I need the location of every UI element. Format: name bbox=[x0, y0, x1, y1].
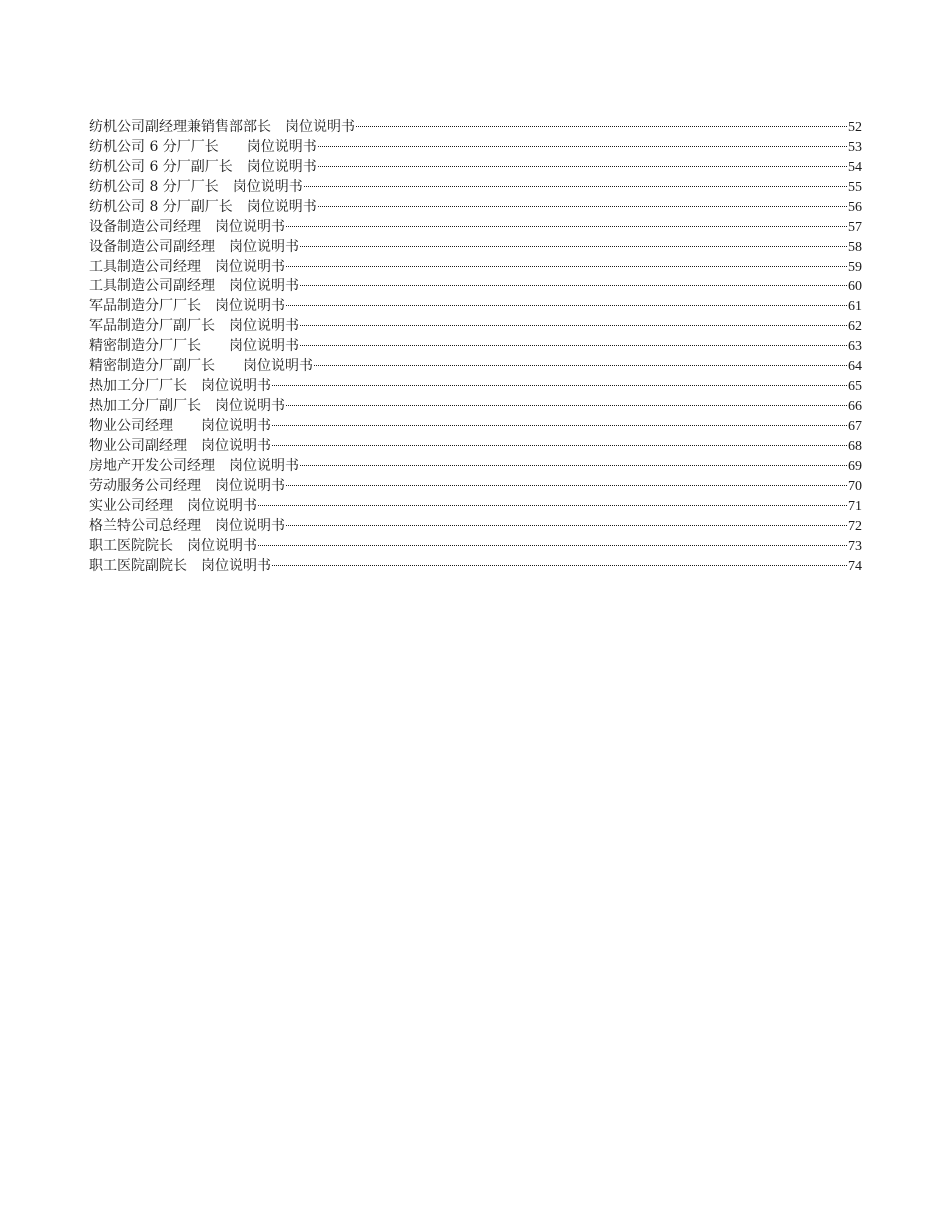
toc-dot-leader bbox=[286, 510, 847, 530]
table-of-contents bbox=[89, 111, 862, 574]
toc-entry-title: 工具制造公司副经理 岗位说明书 bbox=[89, 278, 299, 295]
toc-entry-page-number: 64 bbox=[848, 359, 862, 375]
toc-entry-title: 纺机公司 6 分厂厂长 岗位说明书 bbox=[89, 138, 317, 155]
toc-dot-leader bbox=[300, 271, 847, 291]
toc-entry-title: 军品制造分厂厂长 岗位说明书 bbox=[89, 298, 285, 315]
toc-entry-page-number: 57 bbox=[848, 219, 862, 235]
toc-entry-title: 设备制造公司经理 岗位说明书 bbox=[89, 218, 285, 235]
toc-dot-leader bbox=[300, 310, 847, 330]
toc-entry-page-number: 55 bbox=[848, 179, 862, 195]
toc-dot-leader bbox=[318, 151, 847, 171]
toc-entry-title: 工具制造公司经理 岗位说明书 bbox=[89, 258, 285, 275]
toc-entry-page-number: 70 bbox=[848, 478, 862, 494]
toc-entry-title: 房地产开发公司经理 岗位说明书 bbox=[89, 457, 299, 474]
toc-entry-page-number: 63 bbox=[848, 339, 862, 355]
toc-dot-leader bbox=[300, 450, 847, 470]
toc-entry-title: 设备制造公司副经理 岗位说明书 bbox=[89, 238, 299, 255]
toc-dot-leader bbox=[286, 211, 847, 231]
toc-entry-title: 纺机公司副经理兼销售部部长 岗位说明书 bbox=[89, 118, 355, 135]
toc-entry-page-number: 73 bbox=[848, 538, 862, 554]
toc-entry-page-number: 61 bbox=[848, 299, 862, 315]
toc-entry-page-number: 60 bbox=[848, 279, 862, 295]
toc-entry-title: 热加工分厂副厂长 岗位说明书 bbox=[89, 398, 285, 415]
toc-dot-leader bbox=[286, 470, 847, 490]
toc-entry-title: 物业公司经理 岗位说明书 bbox=[89, 418, 271, 434]
toc-entry-title: 纺机公司 6 分厂副厂长 岗位说明书 bbox=[89, 158, 317, 175]
toc-entry-title: 精密制造分厂厂长 岗位说明书 bbox=[89, 338, 299, 355]
toc-dot-leader bbox=[318, 131, 847, 151]
toc-entry-page-number: 65 bbox=[848, 379, 862, 395]
toc-entry-title: 格兰特公司总经理 岗位说明书 bbox=[89, 517, 285, 534]
toc-entry-page-number: 54 bbox=[848, 159, 862, 175]
toc-dot-leader bbox=[356, 111, 847, 131]
toc-dot-leader bbox=[286, 290, 847, 310]
toc-dot-leader bbox=[286, 390, 847, 410]
toc-dot-leader bbox=[286, 251, 847, 271]
toc-entry-page-number: 53 bbox=[848, 139, 862, 155]
toc-entry-title: 精密制造分厂副厂长 岗位说明书 bbox=[89, 358, 313, 375]
toc-dot-leader bbox=[304, 171, 847, 191]
toc-entry-page-number: 59 bbox=[848, 259, 862, 275]
toc-entry[interactable] bbox=[89, 111, 862, 135]
toc-entry-page-number: 69 bbox=[848, 458, 862, 474]
toc-entry-title: 纺机公司 8 分厂厂长 岗位说明书 bbox=[89, 178, 303, 195]
toc-entry-page-number: 58 bbox=[848, 239, 862, 255]
toc-dot-leader bbox=[314, 350, 847, 370]
toc-entry-title: 军品制造分厂副厂长 岗位说明书 bbox=[89, 318, 299, 335]
toc-entry-title: 职工医院院长 岗位说明书 bbox=[89, 537, 257, 554]
toc-dot-leader bbox=[272, 410, 847, 430]
toc-entry-page-number: 62 bbox=[848, 319, 862, 335]
toc-entry-title: 纺机公司 8 分厂副厂长 岗位说明书 bbox=[89, 198, 317, 215]
toc-dot-leader bbox=[272, 550, 847, 570]
toc-entry-page-number: 71 bbox=[848, 498, 862, 514]
toc-dot-leader bbox=[300, 330, 847, 350]
toc-entry-title: 实业公司经理 岗位说明书 bbox=[89, 497, 257, 514]
toc-entry-title: 热加工分厂厂长 岗位说明书 bbox=[89, 378, 271, 395]
toc-dot-leader bbox=[272, 430, 847, 450]
toc-dot-leader bbox=[272, 370, 847, 390]
toc-entry-page-number: 66 bbox=[848, 399, 862, 415]
toc-dot-leader bbox=[318, 191, 847, 211]
toc-entry-title: 物业公司副经理 岗位说明书 bbox=[89, 437, 271, 454]
toc-entry-title: 劳动服务公司经理 岗位说明书 bbox=[89, 477, 285, 494]
toc-dot-leader bbox=[258, 530, 847, 550]
toc-entry-page-number: 68 bbox=[848, 438, 862, 454]
toc-entry-page-number: 56 bbox=[848, 199, 862, 215]
toc-entry-page-number: 72 bbox=[848, 518, 862, 534]
toc-dot-leader bbox=[258, 490, 847, 510]
toc-entry-page-number: 67 bbox=[848, 419, 862, 434]
toc-entry-page-number: 74 bbox=[848, 558, 862, 574]
toc-entry-title: 职工医院副院长 岗位说明书 bbox=[89, 557, 271, 574]
toc-entry-page-number: 52 bbox=[848, 119, 862, 135]
toc-dot-leader bbox=[300, 231, 847, 251]
